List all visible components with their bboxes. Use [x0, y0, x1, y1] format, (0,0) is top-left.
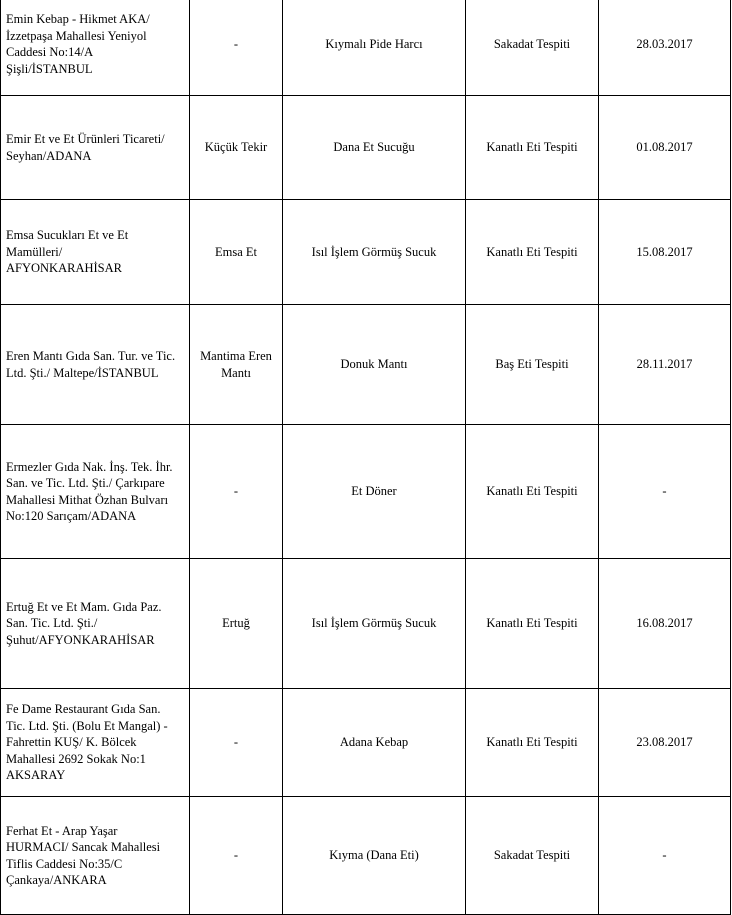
table-row	[1, 559, 731, 689]
brand-cell: Emsa Et	[190, 200, 283, 305]
table-row	[1, 689, 731, 797]
date-cell: 23.08.2017	[599, 689, 731, 797]
brand-cell: Ertuğ	[190, 559, 283, 689]
finding-cell: Kanatlı Eti Tespiti	[466, 96, 599, 200]
date-cell: 16.08.2017	[599, 559, 731, 689]
date-cell: -	[599, 797, 731, 915]
date-cell: 15.08.2017	[599, 200, 731, 305]
product-cell: Isıl İşlem Görmüş Sucuk	[283, 200, 466, 305]
brand-cell: -	[190, 689, 283, 797]
finding-cell: Kanatlı Eti Tespiti	[466, 559, 599, 689]
product-cell: Adana Kebap	[283, 689, 466, 797]
date-cell: -	[599, 425, 731, 559]
product-cell: Kıyma (Dana Eti)	[283, 797, 466, 915]
brand-cell: -	[190, 425, 283, 559]
firm-cell: Ermezler Gıda Nak. İnş. Tek. İhr. San. ve Tic. Ltd. Şti./ Çarkıpare Mahallesi Mithat Özhan Bulvarı No:120 Sarıçam/ADANA	[1, 425, 190, 559]
firm-cell: Emsa Sucukları Et ve Et Mamülleri/ AFYONKARAHİSAR	[1, 200, 190, 305]
finding-cell: Sakadat Tespiti	[466, 797, 599, 915]
firm-cell: Fe Dame Restaurant Gıda San. Tic. Ltd. Şti. (Bolu Et Mangal) - Fahrettin KUŞ/ K. Bölcek Mahallesi 2692 Sokak No:1 AKSARAY	[1, 689, 190, 797]
brand-cell: Küçük Tekir	[190, 96, 283, 200]
finding-cell: Baş Eti Tespiti	[466, 305, 599, 425]
firm-cell: Eren Mantı Gıda San. Tur. ve Tic. Ltd. Şti./ Maltepe/İSTANBUL	[1, 305, 190, 425]
table-row	[1, 0, 731, 96]
finding-cell: Kanatlı Eti Tespiti	[466, 689, 599, 797]
firm-cell: Emin Kebap - Hikmet AKA/ İzzetpaşa Mahallesi Yeniyol Caddesi No:14/A Şişli/İSTANBUL	[1, 0, 190, 96]
finding-cell: Kanatlı Eti Tespiti	[466, 200, 599, 305]
table-row	[1, 797, 731, 915]
firm-cell: Ferhat Et - Arap Yaşar HURMACI/ Sancak Mahallesi Tiflis Caddesi No:35/C Çankaya/ANKARA	[1, 797, 190, 915]
date-cell: 01.08.2017	[599, 96, 731, 200]
date-cell: 28.11.2017	[599, 305, 731, 425]
firm-cell: Ertuğ Et ve Et Mam. Gıda Paz. San. Tic. Ltd. Şti./ Şuhut/AFYONKARAHİSAR	[1, 559, 190, 689]
brand-cell: Mantima Eren Mantı	[190, 305, 283, 425]
product-cell: Isıl İşlem Görmüş Sucuk	[283, 559, 466, 689]
firm-cell: Emir Et ve Et Ürünleri Ticareti/ Seyhan/ADANA	[1, 96, 190, 200]
table-row	[1, 96, 731, 200]
table-row	[1, 425, 731, 559]
table-row	[1, 200, 731, 305]
product-cell: Kıymalı Pide Harcı	[283, 0, 466, 96]
product-cell: Donuk Mantı	[283, 305, 466, 425]
finding-cell: Sakadat Tespiti	[466, 0, 599, 96]
product-cell: Et Döner	[283, 425, 466, 559]
product-cell: Dana Et Sucuğu	[283, 96, 466, 200]
brand-cell: -	[190, 797, 283, 915]
finding-cell: Kanatlı Eti Tespiti	[466, 425, 599, 559]
brand-cell: -	[190, 0, 283, 96]
date-cell: 28.03.2017	[599, 0, 731, 96]
table-row	[1, 305, 731, 425]
